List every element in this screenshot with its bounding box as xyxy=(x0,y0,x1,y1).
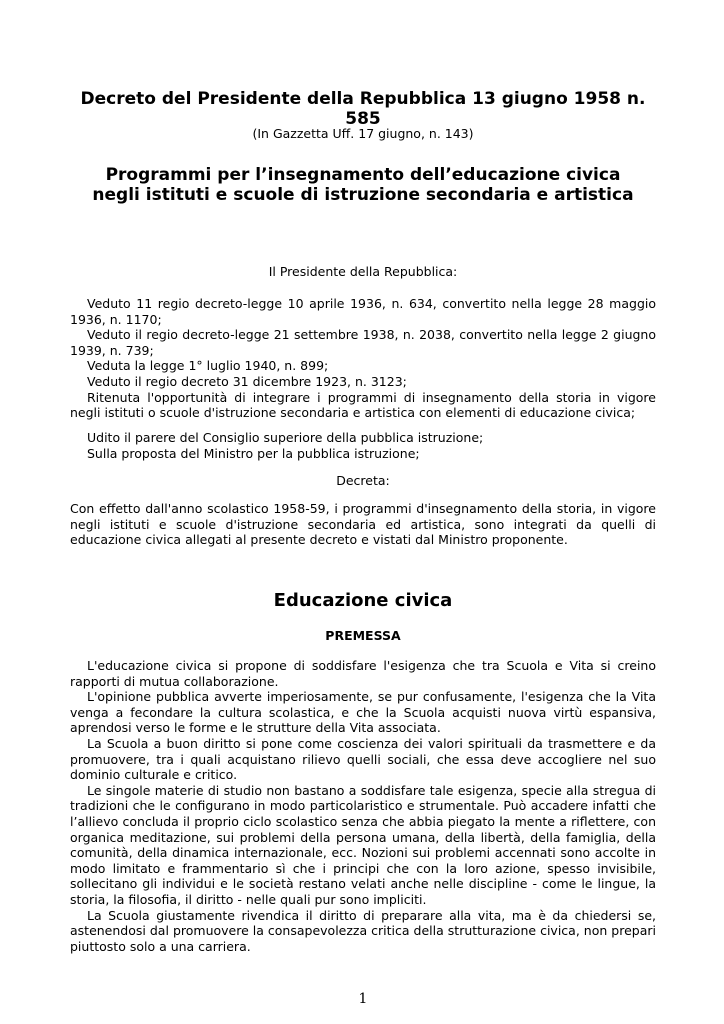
page-number: 1 xyxy=(358,991,368,1007)
premessa-body xyxy=(70,658,656,954)
president-line: Il Presidente della Repubblica: xyxy=(268,264,458,279)
premessa-paragraph: La Scuola a buon diritto si pone come coscienza dei valori spirituali da trasmettere e da promuovere, tra i quali acquistano rilievo quelli sociali, che essa deve accogliere nel suo dominio culturale e critico. xyxy=(70,735,656,783)
decree-title-line2: 585 xyxy=(345,109,381,129)
decree-subtitle xyxy=(70,165,656,205)
gazzetta-reference: (In Gazzetta Uff. 17 giugno, n. 143) xyxy=(252,126,474,141)
premessa-paragraph: Le singole materie di studio non bastano a soddisfare tale esigenza, specie alla stregua di tradizioni che le configurano in modo particolaristico e strumentale. Può accadere infatti che l’allievo concluda il proprio ciclo scolastico senza che abbia piegato la mente a riflettere, con organica meditazione, sui problemi della persona umana, della libertà, della famiglia, della comunità, della dinamica internazionale, ecc. Nozioni sui problemi accennati sono accolte in modo limitato e frammentario sì che i principi che con la loro azione, spesso invisibile, sollecitano gli individui e le società restano velati anche nelle discipline - come le lingue, la storia, la filosofia, il diritto - nelle quali pur sono impliciti. xyxy=(70,782,656,907)
veduto-item: Veduto il regio decreto 31 dicembre 1923, n. 3123; xyxy=(87,373,407,389)
veduto-item: Veduto il regio decreto-legge 21 settembre 1938, n. 2038, convertito nella legge 2 giugno 1939, n. 739; xyxy=(70,327,656,358)
decree-title-line1: Decreto del Presidente della Repubblica 13 giugno 1958 n. xyxy=(80,89,646,109)
premessa-paragraph: L'educazione civica si propone di soddisfare l'esigenza che tra Scuola e Vita si creino rapporti di mutua collaborazione. xyxy=(70,658,656,689)
premessa-paragraph: La Scuola giustamente rivendica il diritto di preparare alla vita, ma è da chiedersi se, astenendosi dal promuovere la consapevolezza critica della strutturazione civica, non prepari piuttosto solo a una carriera. xyxy=(70,907,656,954)
decree-text-paragraph: Con effetto dall'anno scolastico 1958-59, i programmi d'insegnamento della storia, in vigore negli istituti e scuole d'istruzione secondaria ed artistica, sono integrati da quelli di educazione civica allegati al presente decreto e vistati dal Ministro proponente. xyxy=(70,501,656,548)
decree-subtitle-line2: negli istituti e scuole di istruzione secondaria e artistica xyxy=(92,185,634,205)
decree-text xyxy=(70,501,656,548)
veduto-item: Veduto 11 regio decreto-legge 10 aprile 1936, n. 634, convertito nella legge 28 maggio 1936, n. 1170; xyxy=(70,296,656,327)
veduto-item: Ritenuta l'opportunità di integrare i programmi di insegnamento della storia in vigore negli istituti o scuole d'istruzione secondaria e artistica con elementi di educazione civica; xyxy=(70,389,656,421)
udito-list xyxy=(70,430,656,461)
decreta-line: Decreta: xyxy=(336,473,390,488)
veduto-list xyxy=(70,296,656,421)
premessa-paragraph: L'opinione pubblica avverte imperiosamente, se pur confusamente, l'esigenza che la Vita venga a fecondare la cultura scolastica, e che la Scuola acquisti nuova virtù espansiva, aprendosi verso le forme e le strutture della Vita associata. xyxy=(70,689,656,736)
udito-item: Udito il parere del Consiglio superiore della pubblica istruzione; xyxy=(87,430,484,445)
veduto-item: Veduta la legge 1° luglio 1940, n. 899; xyxy=(87,358,329,374)
decree-title xyxy=(70,89,656,129)
section-title: Educazione civica xyxy=(273,590,453,611)
udito-item: Sulla proposta del Ministro per la pubblica istruzione; xyxy=(87,445,420,461)
premessa-heading: PREMESSA xyxy=(325,628,401,643)
decree-subtitle-line1: Programmi per l’insegnamento dell’educazione civica xyxy=(105,165,621,185)
